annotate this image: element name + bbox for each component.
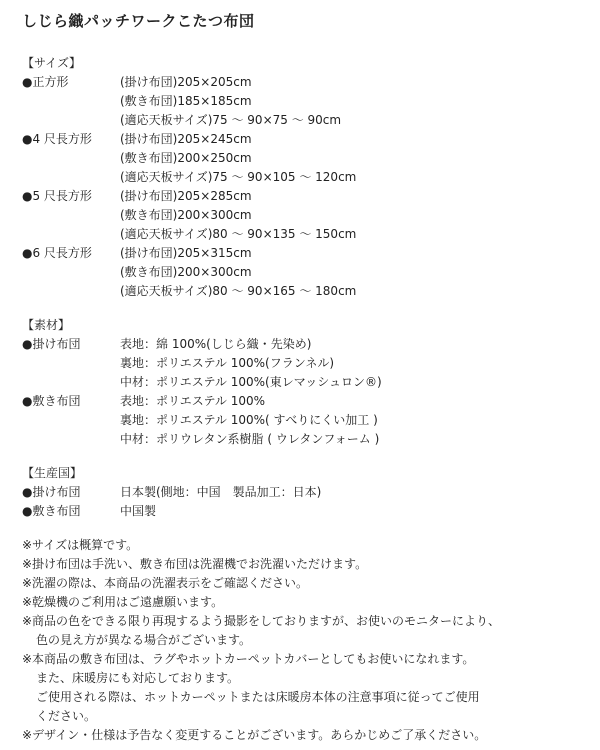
size-label-square: ●正方形 xyxy=(22,75,69,89)
note-line: ※掛け布団は手洗い、敷き布団は洗濯機でお洗濯いただけます。 xyxy=(22,557,368,571)
material-row: 表地：ポリエステル 100% xyxy=(120,394,266,408)
size-row: (敷き布団)200×250cm xyxy=(120,151,252,165)
note-line: ※洗濯の際は、本商品の洗濯表示をご確認ください。 xyxy=(22,576,309,590)
note-line: ※乾燥機のご利用はご遠慮願います。 xyxy=(22,595,224,609)
note-line: ください。 xyxy=(36,709,97,723)
origin-label-kake: ●掛け布団 xyxy=(22,485,81,499)
note-line: ご使用される際は、ホットカーペットまたは床暖房本体の注意事項に従ってご使用 xyxy=(36,690,480,704)
origin-heading: 【生産国】 xyxy=(22,466,83,480)
size-row: (適応天板サイズ)75 ～ 90×105 ～ 120cm xyxy=(120,170,357,184)
note-line: ※商品の色をできる限り再現するよう撮影をしておりますが、お使いのモニターにより、 xyxy=(22,614,501,628)
size-row: (敷き布団)185×185cm xyxy=(120,94,252,108)
size-row: (敷き布団)200×300cm xyxy=(120,208,252,222)
size-label-6shaku: ●6 尺長方形 xyxy=(22,246,92,260)
material-row: 中材：ポリウレタン系樹脂 ( ウレタンフォーム ) xyxy=(120,432,380,446)
origin-label-shiki: ●敷き布団 xyxy=(22,504,81,518)
note-line: ※サイズは概算です。 xyxy=(22,538,139,552)
material-label-shiki: ●敷き布団 xyxy=(22,394,81,408)
note-line: 色の見え方が異なる場合がございます。 xyxy=(36,633,252,647)
material-row: 裏地：ポリエステル 100%( すべりにくい加工 ) xyxy=(120,413,378,427)
material-row: 中材：ポリエステル 100%(東レマッシュロン®) xyxy=(120,375,382,389)
size-label-4shaku: ●4 尺長方形 xyxy=(22,132,92,146)
size-row: (掛け布団)205×285cm xyxy=(120,189,252,203)
note-line: また、床暖房にも対応しております。 xyxy=(36,671,240,685)
size-heading: 【サイズ】 xyxy=(22,56,82,70)
size-row: (掛け布団)205×245cm xyxy=(120,132,252,146)
material-label-kake: ●掛け布団 xyxy=(22,337,81,351)
size-row: (適応天板サイズ)80 ～ 90×135 ～ 150cm xyxy=(120,227,357,241)
size-row: (適応天板サイズ)75 ～ 90×75 ～ 90cm xyxy=(120,113,342,127)
origin-row: 中国製 xyxy=(120,504,157,518)
note-line: ※本商品の敷き布団は、ラグやホットカーペットカバーとしてもお使いになれます。 xyxy=(22,652,475,666)
size-row: (掛け布団)205×205cm xyxy=(120,75,252,89)
material-heading: 【素材】 xyxy=(22,318,71,332)
material-row: 裏地：ポリエステル 100%(フランネル) xyxy=(120,356,335,370)
origin-row: 日本製(側地：中国 製品加工：日本) xyxy=(120,485,322,499)
size-row: (適応天板サイズ)80 ～ 90×165 ～ 180cm xyxy=(120,284,357,298)
page-title: しじら織パッチワークこたつ布団 xyxy=(22,12,255,30)
material-row: 表地：綿 100%(しじら織・先染め) xyxy=(120,337,312,351)
note-line: ※デザイン・仕様は予告なく変更することがございます。あらかじめご了承ください。 xyxy=(22,728,487,742)
size-row: (敷き布団)200×300cm xyxy=(120,265,252,279)
size-label-5shaku: ●5 尺長方形 xyxy=(22,189,92,203)
size-row: (掛け布団)205×315cm xyxy=(120,246,252,260)
